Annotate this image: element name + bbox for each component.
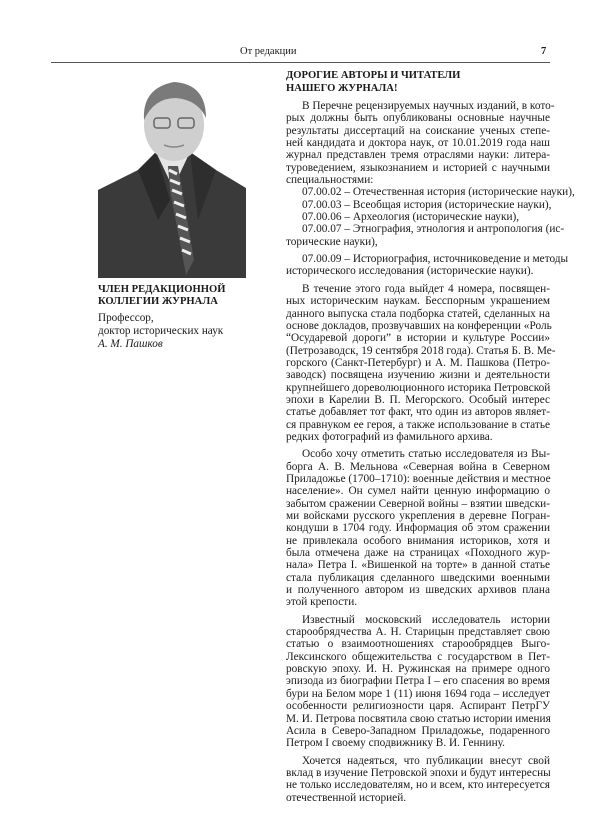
- text-line: нала» Петра I. «Вишенкой на торте» в данной статье: [286, 559, 550, 572]
- text-line: Петром I своему сподвижнику В. И. Геннину.: [286, 737, 505, 750]
- text-line: данного выпуска стала подборка статей, сделанных на: [286, 307, 550, 320]
- text-line: Известный московский исследователь истории: [302, 613, 550, 626]
- member-heading-line: ЧЛЕН РЕДАКЦИОННОЙ: [98, 284, 226, 295]
- text-line: была отмечена даже на страницах «Походного жур-: [286, 547, 550, 560]
- text-line: “Осударевой дороги” в истории и культуре России»: [286, 332, 550, 345]
- running-header-section: От редакции: [240, 46, 297, 57]
- member-degree: доктор исторических наук: [98, 324, 224, 337]
- text-line: торические науки),: [286, 235, 378, 248]
- text-line: статью о взаимоотношениях старообрядцев Выго-: [286, 638, 550, 651]
- text-line: бури на Белом море 1 (11) июня 1694 года – исследует: [286, 687, 550, 700]
- text-line: ми войсками русского укрепления в деревне Погран-: [286, 510, 550, 522]
- text-line: борга А. В. Мельнова «Северная война в Северном: [286, 460, 550, 473]
- member-position: Профессор,: [98, 311, 154, 324]
- text-line: 07.00.07 – Этнография, этнология и антропология (ис-: [302, 223, 565, 236]
- text-line: Лексинского общежительства с государством в Пет-: [286, 650, 550, 663]
- article-title-line: ДОРОГИЕ АВТОРЫ И ЧИТАТЕЛИ: [286, 70, 461, 81]
- text-line: заводск) посвящена изучению жизни и деятельности: [286, 369, 550, 382]
- text-line: ных историческим наукам. Бесспорным украшением: [286, 295, 550, 308]
- paragraph: [286, 100, 575, 248]
- text-line: кондуши в 1704 году. Информация об этом сражении: [286, 522, 550, 535]
- text-line: туроведением, языкознанием и историей с научными: [286, 161, 550, 174]
- editorial-article: [286, 69, 575, 809]
- article-title: [286, 69, 550, 95]
- text-line: забытом сражении Северной войны – взятии шведски-: [286, 497, 550, 510]
- article-body: [286, 100, 575, 804]
- paragraph: [286, 282, 556, 443]
- header-divider: [51, 62, 550, 63]
- text-line: ся правнуком ее героя, а также использование в статье: [286, 418, 550, 431]
- page-number: 7: [541, 46, 547, 57]
- text-line: 07.00.03 – Всеобщая история (исторические науки),: [302, 198, 552, 211]
- text-line: Асила в Северо-Западном Приладожье, подаренного: [286, 724, 550, 737]
- text-line: Приладожье (1700–1710): военные действия и местное: [286, 472, 551, 485]
- member-name: А. М. Пашков: [98, 337, 163, 350]
- text-line: Хочется надеяться, что публикации внесут свой: [302, 754, 550, 767]
- text-line: эпизода из биографии Петра I – его спасения во время: [286, 675, 550, 688]
- paragraph: [286, 253, 569, 278]
- text-line: горского (Санкт-Петербург) и А. М. Пашкова (Петро-: [286, 356, 550, 369]
- text-line: специальностями:: [286, 174, 374, 187]
- text-line: (Петрозаводск, 19 сентября 2018 года). Статья Б. В. Ме-: [286, 344, 556, 357]
- text-line: особенности религиозности царя. Аспирант ПетрГУ: [286, 700, 550, 713]
- author-portrait-photo: [98, 70, 246, 278]
- text-line: М. И. Петрова посвятила свою статью истории имения: [286, 712, 551, 725]
- text-line: эпохи в Карелии В. П. Мегорского. Особый интерес: [286, 393, 550, 406]
- text-line: В Перечне рецензируемых научных изданий, в кото-: [302, 100, 555, 112]
- paragraph: [286, 614, 550, 750]
- text-line: Особо хочу отметить статью исследователя из Вы-: [302, 448, 550, 461]
- article-title-line: НАШЕГО ЖУРНАЛА!: [286, 83, 398, 94]
- text-line: этой крепости.: [286, 596, 358, 609]
- text-line: старообрядчества А. Н. Старицын представляет свою: [286, 626, 550, 639]
- text-line: не привлекала особого внимания историков, хотя и: [286, 534, 550, 547]
- text-line: и полученного автором из шведских архивов плана: [286, 584, 550, 597]
- text-line: крупнейшего дореволюционного историка Петровской: [286, 381, 551, 394]
- text-line: редких фотографий из фамильного архива.: [286, 430, 493, 443]
- paragraph: [286, 755, 550, 804]
- text-line: В течение этого года выйдет 4 номера, посвящен-: [302, 282, 550, 295]
- member-heading: [98, 284, 268, 309]
- text-line: отечественной историей.: [286, 791, 407, 804]
- text-line: не только исследователям, но и всем, кто интересуется: [286, 779, 550, 792]
- text-line: вклад в изучение Петровской эпохи и будут интересны: [286, 766, 551, 779]
- text-line: население». Он сумел найти ценную информацию о: [286, 485, 550, 498]
- editorial-board-member: [98, 284, 268, 351]
- text-line: журнал представлен тремя отраслями науки: литера-: [286, 149, 550, 162]
- text-line: результаты диссертаций на соискание ученых степе-: [286, 124, 550, 137]
- paragraph: [286, 448, 550, 608]
- text-line: статье добавляет тот факт, что один из авторов являет-: [286, 406, 550, 419]
- text-line: 07.00.02 – Отечественная история (исторические науки),: [302, 186, 575, 199]
- text-line: основе докладов, прозвучавших на конференции «Роль: [286, 319, 552, 332]
- text-line: рых должны быть опубликованы основные научные: [286, 112, 550, 125]
- text-line: 07.00.06 – Археология (исторические науки),: [302, 211, 520, 224]
- text-line: 07.00.09 – Историография, источниковедение и методы: [302, 253, 569, 266]
- text-line: стала публикация сделанного шведскими военными: [286, 571, 550, 584]
- text-line: ней кандидата и доктора наук, от 10.01.2019 года наш: [286, 137, 550, 150]
- text-line: исторического исследования (исторические науки).: [286, 265, 534, 278]
- member-heading-line: КОЛЛЕГИИ ЖУРНАЛА: [98, 296, 218, 308]
- text-line: ровскую эпоху. И. Н. Ружинская на примере одного: [286, 663, 550, 676]
